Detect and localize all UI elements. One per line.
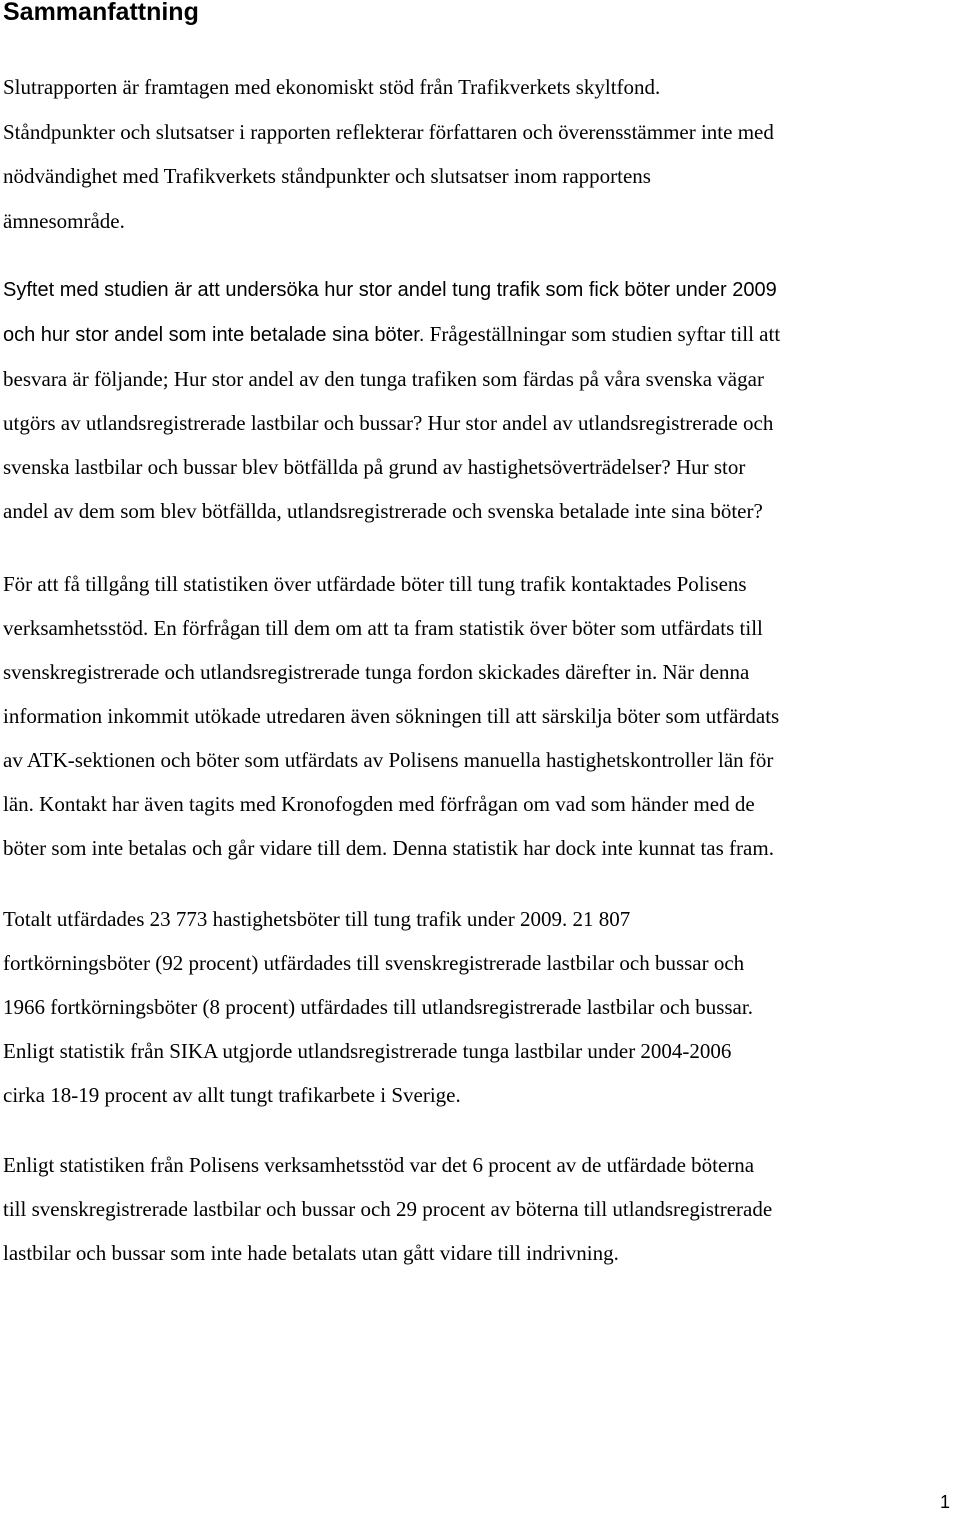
paragraph-line: svenska lastbilar och bussar blev bötfällda på grund av hastighetsöverträdelser? Hur stor [3,455,746,479]
paragraph-line: besvara är följande; Hur stor andel av den tunga trafiken som färdas på våra svenska vägar [3,367,764,391]
paragraph-unpaid-fines [3,1143,772,1275]
paragraph-line: andel av dem som blev bötfällda, utlandsregistrerade och svenska betalade inte sina böter? [3,499,763,523]
paragraph-line: län. Kontakt har även tagits med Kronofogden med förfrågan om vad som händer med de [3,792,755,816]
paragraph-funding-disclaimer [3,65,774,243]
paragraph-line: verksamhetsstöd. En förfrågan till dem om att ta fram statistik över böter som utfärdats till [3,616,763,640]
paragraph-line: nödvändighet med Trafikverkets ståndpunkter och slutsatser inom rapportens [3,164,651,188]
paragraph-line: Slutrapporten är framtagen med ekonomiskt stöd från Trafikverkets skyltfond. [3,75,661,99]
paragraph-line: information inkommit utökade utredaren även sökningen till att särskilja böter som utfärdats [3,704,780,728]
paragraph-study-purpose [3,268,780,533]
paragraph-line: av ATK-sektionen och böter som utfärdats av Polisens manuella hastighetskontroller län för [3,748,774,772]
paragraph-line: ämnesområde. [3,208,125,233]
paragraph-line: utgörs av utlandsregistrerade lastbilar och bussar? Hur stor andel av utlandsregistrerade och [3,411,774,435]
paragraph-line: Syftet med studien är att undersöka hur stor andel tung trafik som fick böter under 2009 [3,279,777,301]
paragraph-line: Enligt statistik från SIKA utgjorde utlandsregistrerade tunga lastbilar under 2004-2006 [3,1039,732,1063]
paragraph-line: svenskregistrerade och utlandsregistrerade tunga fordon skickades därefter in. När denna [3,660,750,684]
page-number: 1 [939,1492,950,1512]
paragraph-line-serif-part: Frågeställningar som studien syftar till att [424,322,781,346]
paragraph-line-sans-part: och hur stor andel som inte betalade sina böter. [3,324,425,346]
paragraph-line: cirka 18-19 procent av allt tungt trafikarbete i Sverige. [3,1083,461,1107]
paragraph-line: böter som inte betalas och går vidare till dem. Denna statistik har dock inte kunnat tas fram. [3,836,774,860]
page-heading: Sammanfattning [3,0,199,26]
paragraph-line-mixed [3,312,780,357]
paragraph-line: 1966 fortkörningsböter (8 procent) utfärdades till utlandsregistrerade lastbilar och bussar. [3,995,753,1019]
paragraph-fine-statistics [3,897,753,1117]
paragraph-line: fortkörningsböter (92 procent) utfärdades till svenskregistrerade lastbilar och bussar och [3,951,745,975]
paragraph-line: till svenskregistrerade lastbilar och bussar och 29 procent av böterna till utlandsregistrerade [3,1197,773,1221]
paragraph-line: lastbilar och bussar som inte hade betalats utan gått vidare till indrivning. [3,1241,619,1265]
paragraph-method [3,562,779,870]
paragraph-line: Enligt statistiken från Polisens verksamhetsstöd var det 6 procent av de utfärdade böterna [3,1153,755,1177]
paragraph-line: Totalt utfärdades 23 773 hastighetsböter till tung trafik under 2009. 21 807 [3,907,631,931]
paragraph-line: Ståndpunkter och slutsatser i rapporten reflekterar författaren och överensstämmer inte med [3,119,774,144]
paragraph-line: För att få tillgång till statistiken över utfärdade böter till tung trafik kontaktades Polisens [3,572,747,596]
